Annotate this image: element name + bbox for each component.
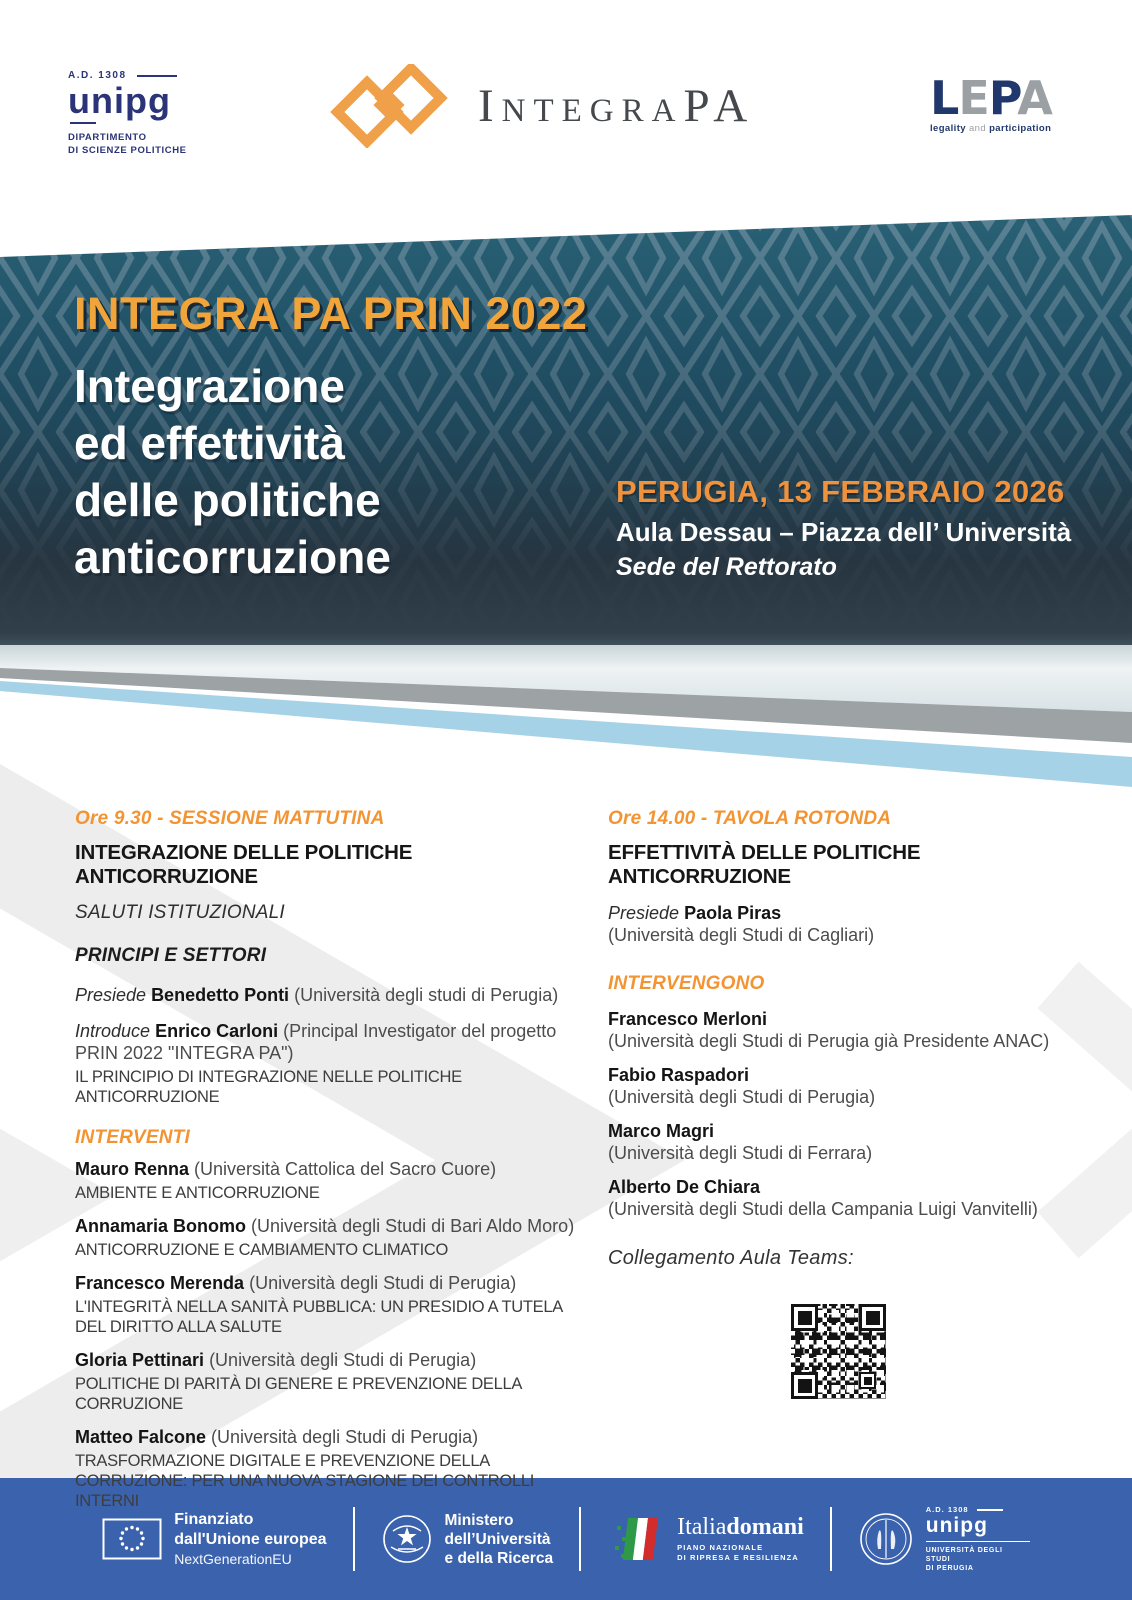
event-date: PERUGIA, 13 FEBBRAIO 2026 — [616, 474, 1065, 509]
speaker-affil: (Università Cattolica del Sacro Cuore) — [194, 1159, 497, 1179]
speaker-affil: (Università degli Studi di Perugia) — [608, 1087, 876, 1107]
integrapa-logo — [328, 64, 755, 148]
speaker-name: Francesco Merloni — [608, 1009, 768, 1029]
event-when-where — [616, 474, 1071, 582]
speaker-block — [75, 1272, 582, 1337]
morning-preside-line — [75, 984, 582, 1006]
introduce-name: Enrico Carloni — [155, 1021, 279, 1041]
speaker-block — [75, 1158, 582, 1203]
unipg-wordmark: unipg — [68, 80, 171, 121]
morning-section: PRINCIPI E SETTORI — [75, 945, 267, 966]
event-title-line2: ed effettività — [74, 417, 345, 469]
speaker-name: Mauro Renna — [75, 1159, 190, 1179]
morning-introduce-block — [75, 1020, 582, 1107]
speaker-block — [75, 1426, 582, 1511]
speaker-affil: (Università degli Studi di Perugia) — [249, 1273, 517, 1293]
speaker-block — [608, 1176, 1080, 1220]
morning-subtitle: SALUTI ISTITUZIONALI — [75, 902, 285, 923]
preside-name: Paola Piras — [684, 903, 782, 923]
morning-time-header: Ore 9.30 - SESSIONE MATTUTINA — [75, 808, 385, 829]
italiadomani-sub1: PIANO NAZIONALE — [677, 1543, 764, 1552]
speaker-talk: ANTICORRUZIONE E CAMBIAMENTO CLIMATICO — [75, 1241, 449, 1259]
footer-divider — [830, 1507, 832, 1571]
eu-funding-line3: NextGenerationEU — [174, 1550, 292, 1567]
qr-finder-icon — [791, 1304, 818, 1331]
lepa-logo — [930, 71, 1055, 134]
afternoon-session — [608, 808, 1080, 1232]
teams-qr-code — [789, 1302, 888, 1401]
eu-funding-line2: dall'Unione europea — [174, 1530, 327, 1548]
event-kicker: INTEGRA PA PRIN 2022 — [74, 288, 588, 339]
speaker-affil: (Università degli Studi di Perugia) — [209, 1350, 477, 1370]
preside-affil: (Università degli Studi di Cagliari) — [608, 925, 875, 945]
italiadomani-logo — [607, 1510, 804, 1568]
preside-label: Presiede — [75, 985, 147, 1005]
speaker-block — [75, 1349, 582, 1414]
speaker-block — [75, 1215, 582, 1260]
event-venue-detail: Sede del Rettorato — [616, 553, 837, 581]
qr-finder-icon — [791, 1372, 818, 1399]
unipg-sub1: UNIVERSITÀ DEGLI STUDI — [925, 1547, 1003, 1563]
speaker-talk: L'INTEGRITÀ NELLA SANITÀ PUBBLICA: UN PRESIDIO A TUTELA DEL DIRITTO ALLA SALUTE — [75, 1298, 563, 1336]
event-venue: Aula Dessau – Piazza dell’ Università — [616, 517, 1072, 547]
speaker-affil: (Università degli Studi di Bari Aldo Moro) — [251, 1216, 575, 1236]
unipg-dept-line1: DIPARTIMENTO — [68, 132, 147, 143]
event-title — [74, 358, 391, 586]
italiadomani-flag-icon — [607, 1510, 665, 1568]
ministry-line3: e della Ricerca — [444, 1549, 554, 1567]
preside-label: Presiede — [608, 903, 680, 923]
speaker-block — [608, 1064, 1080, 1108]
integrapa-wordmark: INTEGRAPA — [478, 80, 756, 132]
unipg-seal-icon — [858, 1511, 914, 1567]
introduce-label: Introduce — [75, 1021, 151, 1041]
lepa-wordmark: LEPA — [930, 71, 1052, 125]
morning-title: INTEGRAZIONE DELLE POLITICHE ANTICORRUZIONE — [75, 841, 413, 888]
teams-link-label: Collegamento Aula Teams: — [608, 1247, 854, 1269]
afternoon-title: EFFETTIVITÀ DELLE POLITICHE ANTICORRUZIONE — [608, 841, 921, 888]
qr-alignment-icon — [859, 1372, 876, 1389]
afternoon-time-header: Ore 14.00 - TAVOLA ROTONDA — [608, 808, 892, 829]
speaker-name: Alberto De Chiara — [608, 1177, 761, 1197]
introduce-affil: (Principal Investigator del progetto PRIN 2022 "INTEGRA PA") — [75, 1021, 557, 1063]
preside-name: Benedetto Ponti — [151, 985, 290, 1005]
unipg-wordmark: unipg — [925, 1514, 988, 1537]
ministry-line2: dell’Università — [444, 1530, 551, 1548]
event-title-line4: anticorruzione — [74, 531, 391, 583]
speaker-name: Marco Magri — [608, 1121, 715, 1141]
lepa-tagline: legality and participation — [930, 123, 1052, 134]
speaker-talk: POLITICHE DI PARITÀ DI GENERE E PREVENZIONE DELLA CORRUZIONE — [75, 1375, 522, 1413]
ministry-line1: Ministero — [444, 1511, 514, 1529]
introduce-talk: IL PRINCIPIO DI INTEGRAZIONE NELLE POLITICHE ANTICORRUZIONE — [75, 1068, 462, 1106]
speaker-talk: AMBIENTE E ANTICORRUZIONE — [75, 1184, 320, 1202]
speaker-affil: (Università degli Studi della Campania Luigi Vanvitelli) — [608, 1199, 1038, 1219]
eu-funding-line1: Finanziato — [174, 1510, 254, 1528]
speaker-name: Fabio Raspadori — [608, 1065, 750, 1085]
integrapa-diamonds-icon — [328, 64, 450, 148]
speaker-block — [608, 1008, 1080, 1052]
unipg-ad-line — [926, 1505, 1030, 1514]
intervengono-header: INTERVENGONO — [608, 973, 765, 994]
unipg-sub2: DI PERUGIA — [925, 1565, 974, 1572]
speaker-name: Annamaria Bonomo — [75, 1216, 247, 1236]
unipg-ad-text: A.D. 1308 — [68, 70, 127, 81]
afternoon-preside-block — [608, 902, 1080, 946]
preside-affil: (Università degli studi di Perugia) — [294, 985, 559, 1005]
speaker-affil: (Università degli Studi di Perugia già Presidente ANAC) — [608, 1031, 1050, 1051]
speaker-name: Matteo Falcone — [75, 1427, 207, 1447]
unipg-footer-logo — [858, 1505, 1030, 1573]
unipg-ad-text: A.D. 1308 — [925, 1505, 969, 1514]
speaker-name: Gloria Pettinari — [75, 1350, 205, 1370]
italiadomani-sub2: DI RIPRESA E RESILIENZA — [677, 1553, 799, 1562]
unipg-department-logo — [68, 70, 187, 157]
qr-finder-icon — [859, 1304, 886, 1331]
speaker-talk: TRASFORMAZIONE DIGITALE E PREVENZIONE DELLA CORRUZIONE: PER UNA NUOVA STAGIONE DEI CONTROLLI INTERNI — [75, 1452, 534, 1510]
unipg-dept-line2: DI SCIENZE POLITICHE — [68, 145, 187, 156]
speaker-affil: (Università degli Studi di Ferrara) — [608, 1143, 873, 1163]
interventi-header: INTERVENTI — [75, 1127, 190, 1148]
event-title-line3: delle politiche — [74, 474, 381, 526]
eu-flag-icon — [102, 1518, 162, 1560]
speaker-block — [608, 1120, 1080, 1164]
event-title-line1: Integrazione — [74, 360, 345, 412]
morning-session — [75, 808, 582, 1523]
speaker-affil: (Università degli Studi di Perugia) — [211, 1427, 479, 1447]
italiadomani-wordmark: Italiadomani — [677, 1514, 804, 1540]
speaker-name: Francesco Merenda — [75, 1273, 245, 1293]
